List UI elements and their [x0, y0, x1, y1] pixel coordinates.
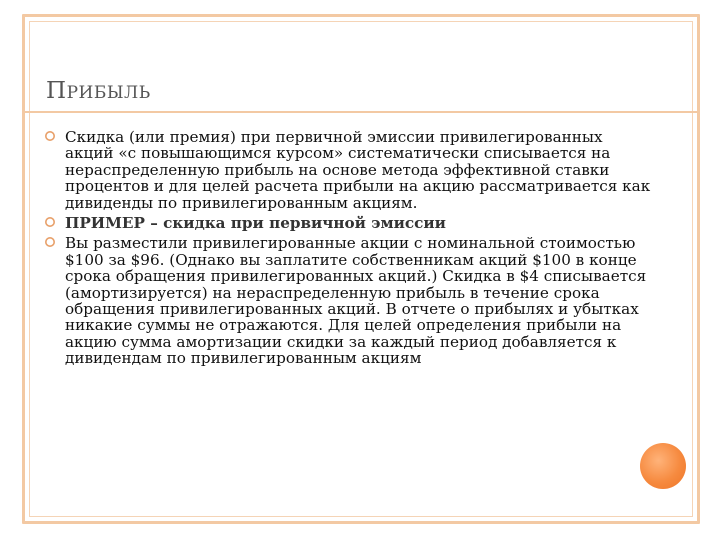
bullet-item-example	[65, 215, 655, 231]
slide-content	[65, 129, 655, 367]
circle-outline-bullet-icon	[44, 216, 56, 228]
bullet-item	[65, 129, 655, 211]
example-heading: ПРИМЕР – скидка при первичной эмиссии	[65, 214, 446, 233]
bullet-text: Скидка (или премия) при первичной эмиссии привилегированных акций «с повышающимся курсом» систематически списывается на нераспределенную прибыль на основе метода эффективной ставки процентов и для целей расчета прибыли на акцию рассматривается как дивиденды по привилегированным акциям.	[65, 128, 651, 212]
title-divider	[22, 111, 698, 113]
circle-outline-bullet-icon	[44, 130, 56, 142]
decorative-orange-circle	[640, 443, 686, 489]
bullet-item	[65, 235, 655, 366]
slide-title: ПРИБЫЛЬ	[46, 78, 151, 104]
circle-outline-bullet-icon	[44, 236, 56, 248]
bullet-text: Вы разместили привилегированные акции с номинальной стоимостью $100 за $96. (Однако вы заплатите собственникам акций $100 в конце срока обращения привилегированных акций.) Скидка в $4 списывается (амортизируется) на нераспределенную прибыль в течение срока обращения привилегированных акций. В отчете о прибылях и убытках никакие суммы не отражаются. Для целей определения прибыли на акцию сумма амортизации скидки за каждый период добавляется к дивидендам по привилегированным акциям	[65, 234, 647, 368]
